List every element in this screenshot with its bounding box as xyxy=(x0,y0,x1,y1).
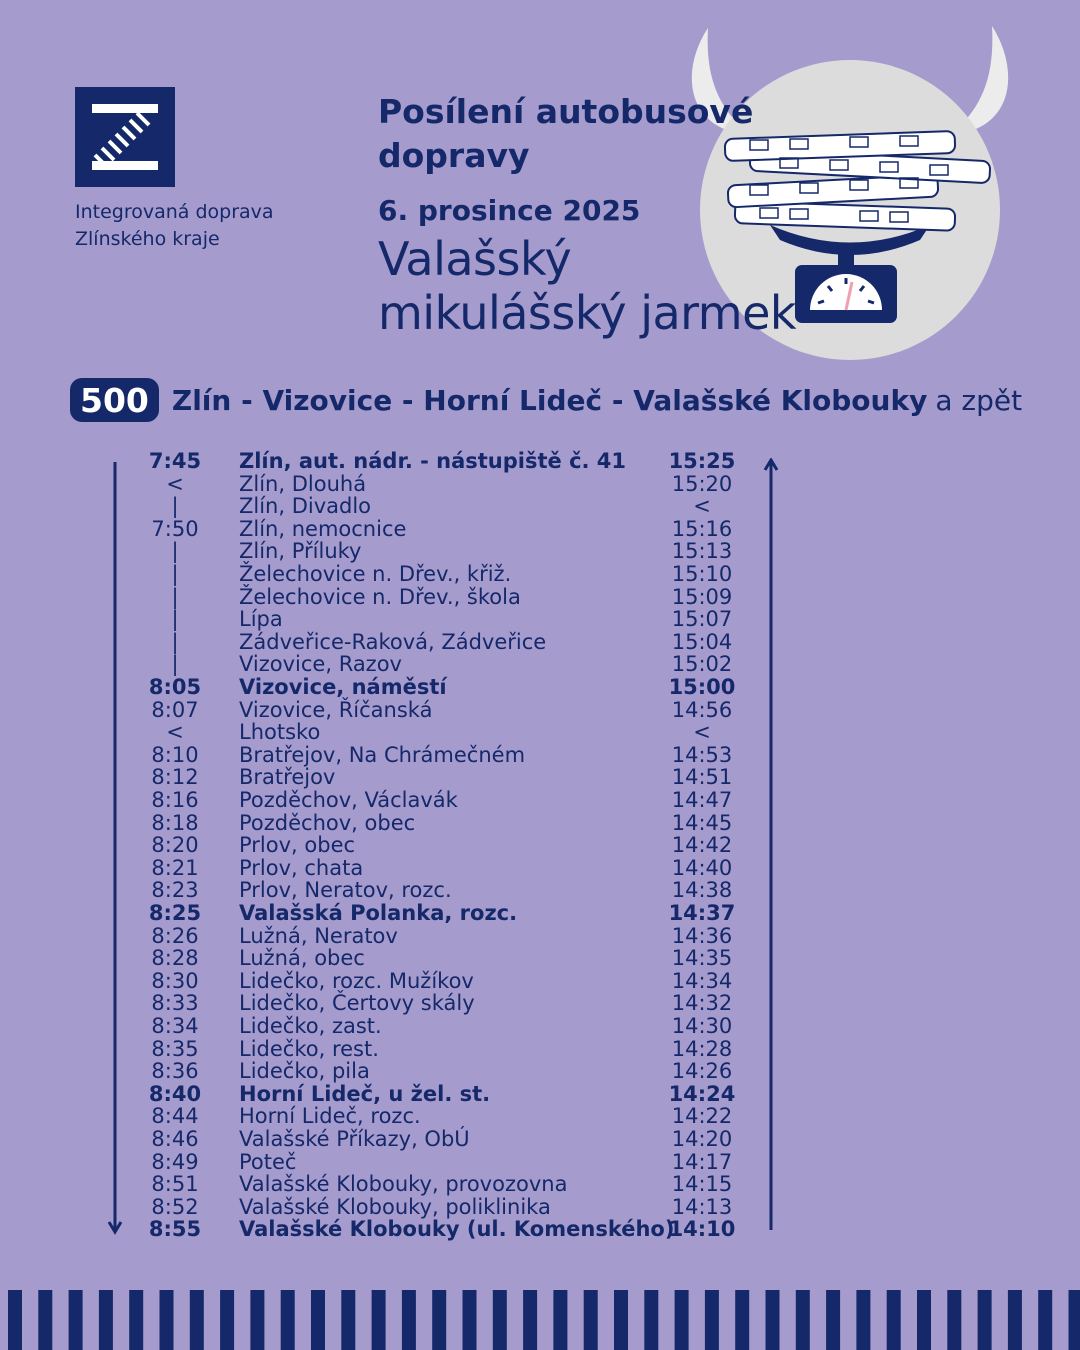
stop-name: Valašské Příkazy, ObÚ xyxy=(239,1127,470,1151)
departure-time: 8:20 xyxy=(151,833,199,858)
route-name: Zlín - Vizovice - Horní Lideč - Valašské Klobouky xyxy=(171,383,928,417)
stop-name: Lidečko, rest. xyxy=(239,1036,379,1061)
route-suffix: a zpět xyxy=(935,383,1023,417)
stripe xyxy=(311,1290,325,1350)
stop-name: Prlov, obec xyxy=(239,833,356,858)
return-time: 14:34 xyxy=(671,968,733,993)
stop-name: Prlov, chata xyxy=(239,855,364,880)
return-time: 15:20 xyxy=(671,471,733,496)
timetable-row xyxy=(0,947,1080,970)
departure-time: | xyxy=(171,494,179,519)
return-time: 14:53 xyxy=(671,742,733,767)
route-header xyxy=(70,377,1022,423)
stripe xyxy=(493,1290,507,1350)
title-line-1: Posílení autobusové xyxy=(378,92,754,131)
stop-name: Pozděchov, Václavák xyxy=(239,788,458,812)
event-line-2: mikulášský jarmek xyxy=(378,286,797,340)
departure-time: 8:40 xyxy=(148,1081,202,1106)
timetable-row xyxy=(0,608,1080,631)
return-time: 15:25 xyxy=(668,449,736,473)
return-time: 15:02 xyxy=(671,652,733,677)
stripe xyxy=(523,1290,537,1350)
departure-time: 8:10 xyxy=(151,742,199,767)
stripe xyxy=(978,1290,992,1350)
departure-time: 7:45 xyxy=(148,449,202,473)
departure-time: < xyxy=(166,471,184,496)
stripe xyxy=(99,1290,113,1350)
stop-name: Želechovice n. Dřev., škola xyxy=(239,584,521,609)
stripe xyxy=(675,1290,689,1350)
page-title xyxy=(378,90,778,178)
stripe xyxy=(8,1290,22,1350)
departure-time: 8:28 xyxy=(151,946,199,971)
event-name xyxy=(378,232,796,340)
return-time: 14:40 xyxy=(671,855,733,880)
timetable-row xyxy=(0,450,1080,473)
stop-name: Zádveřice-Raková, Zádveřice xyxy=(239,629,547,654)
stripe xyxy=(584,1290,598,1350)
stripe xyxy=(432,1290,446,1350)
departure-time: 8:36 xyxy=(151,1059,199,1084)
timetable-row xyxy=(0,495,1080,518)
return-time: 15:16 xyxy=(671,516,733,541)
organization-name xyxy=(75,199,274,253)
return-time: 15:04 xyxy=(671,629,733,654)
timetable-row xyxy=(0,857,1080,880)
stop-name: Pozděchov, obec xyxy=(239,810,416,835)
stop-name: Prlov, Neratov, rozc. xyxy=(239,878,452,903)
return-time: < xyxy=(693,494,711,519)
stop-name: Lidečko, zast. xyxy=(239,1014,382,1038)
departure-time: 8:46 xyxy=(151,1127,199,1151)
timetable-row xyxy=(0,518,1080,541)
return-time: 14:13 xyxy=(671,1194,733,1219)
timetable-row xyxy=(0,834,1080,857)
timetable-row xyxy=(0,1015,1080,1038)
return-time: 15:07 xyxy=(671,607,733,632)
departure-time: 8:05 xyxy=(148,675,202,699)
z-logo-icon xyxy=(75,87,175,187)
timetable-row xyxy=(0,1173,1080,1196)
timetable-row xyxy=(0,1218,1080,1241)
stop-name: Zlín, Příluky xyxy=(239,539,362,564)
stripe xyxy=(705,1290,719,1350)
departure-time: | xyxy=(171,584,179,609)
stripe xyxy=(1069,1290,1080,1350)
departure-time: 8:26 xyxy=(151,923,199,948)
timetable-row xyxy=(0,540,1080,563)
event-date: 6. prosince 2025 xyxy=(378,194,641,227)
stripe xyxy=(281,1290,295,1350)
stripe xyxy=(644,1290,658,1350)
departure-time: 8:18 xyxy=(151,810,199,835)
departure-time: 8:30 xyxy=(151,968,199,993)
stop-name: Valašská Polanka, rozc. xyxy=(239,901,518,925)
departure-time: 8:55 xyxy=(148,1217,202,1242)
departure-time: 8:51 xyxy=(151,1172,199,1197)
departure-time: 8:52 xyxy=(151,1194,199,1219)
timetable-row xyxy=(0,1196,1080,1219)
return-time: 14:47 xyxy=(671,788,733,812)
departure-time: | xyxy=(171,607,179,632)
departure-time: | xyxy=(171,629,179,654)
stop-name: Vizovice, Razov xyxy=(239,652,402,677)
stripe xyxy=(38,1290,52,1350)
timetable-row xyxy=(0,653,1080,676)
timetable-row xyxy=(0,1083,1080,1106)
stripe xyxy=(250,1290,264,1350)
stop-name: Valašské Klobouky (ul. Komenského) xyxy=(239,1217,675,1242)
return-time: 14:17 xyxy=(671,1149,733,1174)
return-time: 15:00 xyxy=(668,675,736,699)
stripe xyxy=(463,1290,477,1350)
departure-time: 7:50 xyxy=(151,516,199,541)
stripe xyxy=(735,1290,749,1350)
timetable-row xyxy=(0,992,1080,1015)
return-time: 14:36 xyxy=(671,923,733,948)
return-time: 14:24 xyxy=(668,1081,736,1106)
stop-name: Lidečko, pila xyxy=(239,1059,370,1084)
stop-name: Lidečko, Čertovy skály xyxy=(239,991,475,1016)
stripe xyxy=(402,1290,416,1350)
stripe xyxy=(160,1290,174,1350)
return-time: 15:09 xyxy=(671,584,733,609)
timetable-row xyxy=(0,1038,1080,1061)
stop-name: Vizovice, Říčanská xyxy=(239,697,433,722)
stripe xyxy=(887,1290,901,1350)
stop-name: Poteč xyxy=(239,1149,297,1174)
timetable-row xyxy=(0,586,1080,609)
stop-name: Valašské Klobouky, poliklinika xyxy=(239,1194,551,1219)
stop-name: Bratřejov, Na Chrámečném xyxy=(239,742,526,767)
stop-name: Želechovice n. Dřev., křiž. xyxy=(239,562,512,586)
stop-name: Valašské Klobouky, provozovna xyxy=(239,1172,568,1197)
return-time: < xyxy=(693,720,711,745)
org-line-1: Integrovaná doprava xyxy=(75,201,274,223)
stop-name: Lužná, obec xyxy=(239,946,365,971)
departure-time: 8:16 xyxy=(151,788,199,812)
stripe xyxy=(917,1290,931,1350)
timetable-row xyxy=(0,1060,1080,1083)
stripe xyxy=(614,1290,628,1350)
stripe xyxy=(553,1290,567,1350)
timetable-row xyxy=(0,812,1080,835)
return-time: 14:51 xyxy=(671,765,733,790)
stop-name: Zlín, aut. nádr. - nástupiště č. 41 xyxy=(239,449,627,473)
timetable-row xyxy=(0,766,1080,789)
return-time: 14:45 xyxy=(671,810,733,835)
return-time: 15:10 xyxy=(671,562,733,586)
stripe xyxy=(341,1290,355,1350)
departure-time: 8:49 xyxy=(151,1149,199,1174)
stop-name: Zlín, nemocnice xyxy=(239,516,407,541)
return-time: 14:56 xyxy=(671,697,733,722)
timetable-row xyxy=(0,473,1080,496)
return-time: 14:32 xyxy=(671,991,733,1016)
stripe xyxy=(856,1290,870,1350)
stop-name: Horní Lideč, u žel. st. xyxy=(239,1081,491,1106)
timetable-row xyxy=(0,925,1080,948)
return-time: 14:28 xyxy=(671,1036,733,1061)
stop-name: Zlín, Divadlo xyxy=(239,494,372,519)
departure-time: 8:07 xyxy=(151,697,199,722)
stripe xyxy=(190,1290,204,1350)
timetable-row xyxy=(0,1151,1080,1174)
departure-time: 8:25 xyxy=(148,901,202,925)
bottom-stripe-decoration xyxy=(0,1290,1080,1350)
timetable-row xyxy=(0,699,1080,722)
stripe xyxy=(1008,1290,1022,1350)
return-time: 14:15 xyxy=(671,1172,733,1197)
stop-name: Lidečko, rozc. Mužíkov xyxy=(239,968,474,993)
stop-name: Lhotsko xyxy=(239,720,321,745)
stripe xyxy=(796,1290,810,1350)
departure-time: 8:34 xyxy=(151,1014,199,1038)
stripe xyxy=(129,1290,143,1350)
return-time: 14:38 xyxy=(671,878,733,903)
stripe xyxy=(372,1290,386,1350)
departure-time: | xyxy=(171,652,179,677)
departure-time: 8:12 xyxy=(151,765,199,790)
departure-time: | xyxy=(171,539,179,564)
return-time: 14:35 xyxy=(671,946,733,971)
departure-time: 8:33 xyxy=(151,991,199,1016)
return-time: 14:10 xyxy=(668,1217,736,1242)
stripe xyxy=(947,1290,961,1350)
org-line-2: Zlínského kraje xyxy=(75,228,220,250)
departure-time: 8:35 xyxy=(151,1036,199,1061)
timetable-row xyxy=(0,744,1080,767)
timetable-row xyxy=(0,631,1080,654)
stripe xyxy=(766,1290,780,1350)
return-time: 15:13 xyxy=(671,539,733,564)
timetable-row xyxy=(0,970,1080,993)
timetable-row xyxy=(0,1128,1080,1151)
stripe xyxy=(69,1290,83,1350)
timetable-row xyxy=(0,563,1080,586)
return-time: 14:26 xyxy=(671,1059,733,1084)
return-time: 14:42 xyxy=(671,833,733,858)
timetable-row xyxy=(0,1105,1080,1128)
stripe xyxy=(1038,1290,1052,1350)
return-time: 14:20 xyxy=(671,1127,733,1151)
departure-time: 8:23 xyxy=(151,878,199,903)
route-number-badge: 500 xyxy=(70,378,159,422)
stop-name: Lužná, Neratov xyxy=(239,923,398,948)
timetable-row xyxy=(0,721,1080,744)
departure-time: 8:21 xyxy=(151,855,199,880)
return-time: 14:30 xyxy=(671,1014,733,1038)
stop-name: Lípa xyxy=(239,607,283,632)
departure-time: 8:44 xyxy=(151,1104,199,1129)
departure-time: | xyxy=(171,562,179,586)
title-line-2: dopravy xyxy=(378,136,530,175)
return-time: 14:22 xyxy=(671,1104,733,1129)
timetable-row xyxy=(0,902,1080,925)
stripe xyxy=(220,1290,234,1350)
timetable-row xyxy=(0,879,1080,902)
stop-name: Bratřejov xyxy=(239,765,336,790)
stripe xyxy=(826,1290,840,1350)
event-line-1: Valašský xyxy=(378,232,572,286)
stop-name: Horní Lideč, rozc. xyxy=(239,1104,421,1129)
return-time: 14:37 xyxy=(668,901,736,925)
timetable-row xyxy=(0,676,1080,699)
stop-name: Zlín, Dlouhá xyxy=(239,471,367,496)
stop-name: Vizovice, náměstí xyxy=(239,675,447,699)
departure-time: < xyxy=(166,720,184,745)
timetable-row xyxy=(0,789,1080,812)
